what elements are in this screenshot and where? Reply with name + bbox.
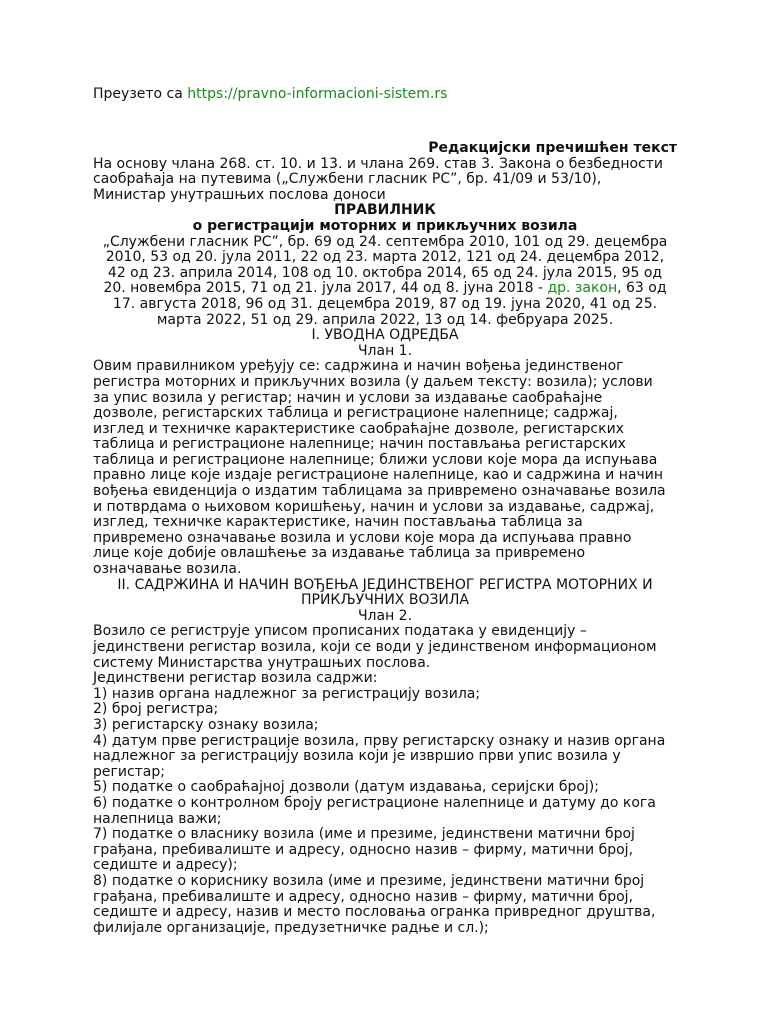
list-item-cont: налепница важи; <box>93 810 222 827</box>
article-heading-1: Члан 1. <box>357 342 413 359</box>
paragraph-line: систему Министарства унутрашњих послова. <box>93 654 431 671</box>
source-line <box>93 87 447 103</box>
list-item-cont: грађана, пребивалиште и адресу, односно назив – фирму, матични број, <box>93 841 634 858</box>
paragraph-line: правно лице које издаје регистрационе налепнице, као и садржина и начин <box>93 467 663 484</box>
preamble-line: Министар унутрашњих послова доноси <box>93 186 386 203</box>
list-item-cont: седиште и адресу); <box>93 857 238 874</box>
paragraph-line: и потврдама о њиховом коришћењу, начин и услови за издавање, садржај, <box>93 498 655 515</box>
source-prefix: Преузето са <box>93 86 188 102</box>
list-item: 8) податке о кориснику возила (име и презиме, јединствени матични број <box>93 872 645 889</box>
section-heading-2-cont: ПРИКЉУЧНИХ ВОЗИЛА <box>300 592 470 609</box>
source-link[interactable]: https://pravno-informacioni-sistem.rs <box>187 86 448 102</box>
gazette-line: 2010, 53 од 20. јула 2011, 22 од 23. марта 2012, 121 од 24. децембра 2012, <box>105 249 665 266</box>
article-1-text <box>93 359 677 577</box>
paragraph-line: јединствени регистар возила, који се води у јединственом информационом <box>93 639 657 655</box>
list-item: 7) податке о власнику возила (име и презиме, јединствени матични број <box>93 826 635 843</box>
list-item: 4) датум прве регистрације возила, прву регистарску ознаку и назив органа <box>93 732 666 749</box>
paragraph-line: дозволе, регистарских таблица и регистрационе налепнице; садржај, <box>93 405 618 422</box>
paragraph-line: Возило се региструје уписом прописаних података у евиденцију – <box>93 623 587 640</box>
gazette-text: , 63 од <box>617 280 667 297</box>
paragraph-line: регистра моторних и прикључних возила (у даљем тексту: возила); услови <box>93 373 653 390</box>
gazette-line: „Службени гласник РС”, бр. 69 од 24. септембра 2010, 101 од 29. децембра <box>102 233 668 250</box>
list-item: 2) број регистра; <box>93 701 219 718</box>
paragraph-line: изглед и техничке карактеристике саобраћајне дозволе, регистарских <box>93 420 624 437</box>
list-item-cont: седиште и адресу, назив и место пословања огранка привредног друштва, <box>93 904 656 921</box>
preamble-line: саобраћаја на путевима („Службени гласник РС”, бр. 41/09 и 53/10), <box>93 171 602 188</box>
paragraph-line: изглед, техничке карактеристике, начин постављања таблица за <box>93 514 583 531</box>
gazette-line: 17. августа 2018, 96 од 31. децембра 2019, 87 од 19. јуна 2020, 41 од 25. <box>112 295 658 312</box>
list-item: 1) назив органа надлежног за регистрацију возила; <box>93 685 481 702</box>
list-item: 6) податке о контролном броју регистрационе налепнице и датуму до кога <box>93 794 656 811</box>
gazette-text: 20. новембра 2015, 71 од 21. јула 2017, 44 од 8. јуна 2018 - <box>103 280 548 297</box>
list-item-cont: регистар; <box>93 763 165 780</box>
article-heading-2: Члан 2. <box>357 607 413 624</box>
list-item-cont: надлежног за регистрацију возила који је извршио први упис возила у <box>93 748 621 765</box>
list-item-cont: грађана, пребивалиште и адресу, односно назив – фирму, матични број, <box>93 888 634 905</box>
paragraph-line: лице које добије овлашћење за издавање таблица за привремено <box>93 545 586 562</box>
gazette-references <box>93 235 677 329</box>
list-item-cont: филијале организације, предузетничке радње и сл.); <box>93 919 489 936</box>
paragraph-line: Овим правилником уређују се: садржина и начин вођења јединственог <box>93 358 624 375</box>
section-heading-2: II. САДРЖИНА И НАЧИН ВОЂЕЊА ЈЕДИНСТВЕНОГ РЕГИСТРА МОТОРНИХ И <box>117 576 653 593</box>
other-law-link[interactable]: др. закон <box>547 280 618 297</box>
paragraph-line: за упис возила у регистар; начин и услови за издавање саобраћајне <box>93 389 603 406</box>
gazette-line: марта 2022, 51 од 29. априла 2022, 13 од 14. фебруара 2025. <box>156 311 614 328</box>
list-item: 3) регистарску ознаку возила; <box>93 716 319 733</box>
gazette-line: 42 од 23. априла 2014, 108 од 10. октобра 2014, 65 од 24. јула 2015, 95 од <box>107 264 663 281</box>
paragraph-line: Јединствени регистар возила садржи: <box>93 670 378 687</box>
article-2-text <box>93 624 677 936</box>
paragraph-line: таблица и регистрационе налепнице; начин постављања регистарских <box>93 436 626 453</box>
document-content <box>93 141 677 936</box>
preamble-line: На основу члана 268. ст. 10. и 13. и члана 269. став 3. Закона о безбедности <box>93 155 664 172</box>
paragraph-line: таблица и регистрационе налепнице; ближи услови које мора да испуњава <box>93 451 658 468</box>
preamble <box>93 157 677 204</box>
paragraph-line: привремено означавање возила и услови које мора да испуњава правно <box>93 529 632 546</box>
editorial-note: Редакцијски пречишћен текст <box>428 140 677 156</box>
section-heading-1: I. УВОДНА ОДРЕДБА <box>311 327 459 344</box>
document-title: ПРАВИЛНИК <box>334 202 436 219</box>
paragraph-line: вођења евиденција о издатим таблицама за привремено означавање возила <box>93 483 666 500</box>
paragraph-line: означавање возила. <box>93 561 242 578</box>
document-subtitle: о регистрацији моторних и прикључних возила <box>192 217 578 234</box>
gazette-line <box>93 281 677 297</box>
list-item: 5) податке о саобраћајној дозволи (датум издавања, серијски број); <box>93 779 599 796</box>
